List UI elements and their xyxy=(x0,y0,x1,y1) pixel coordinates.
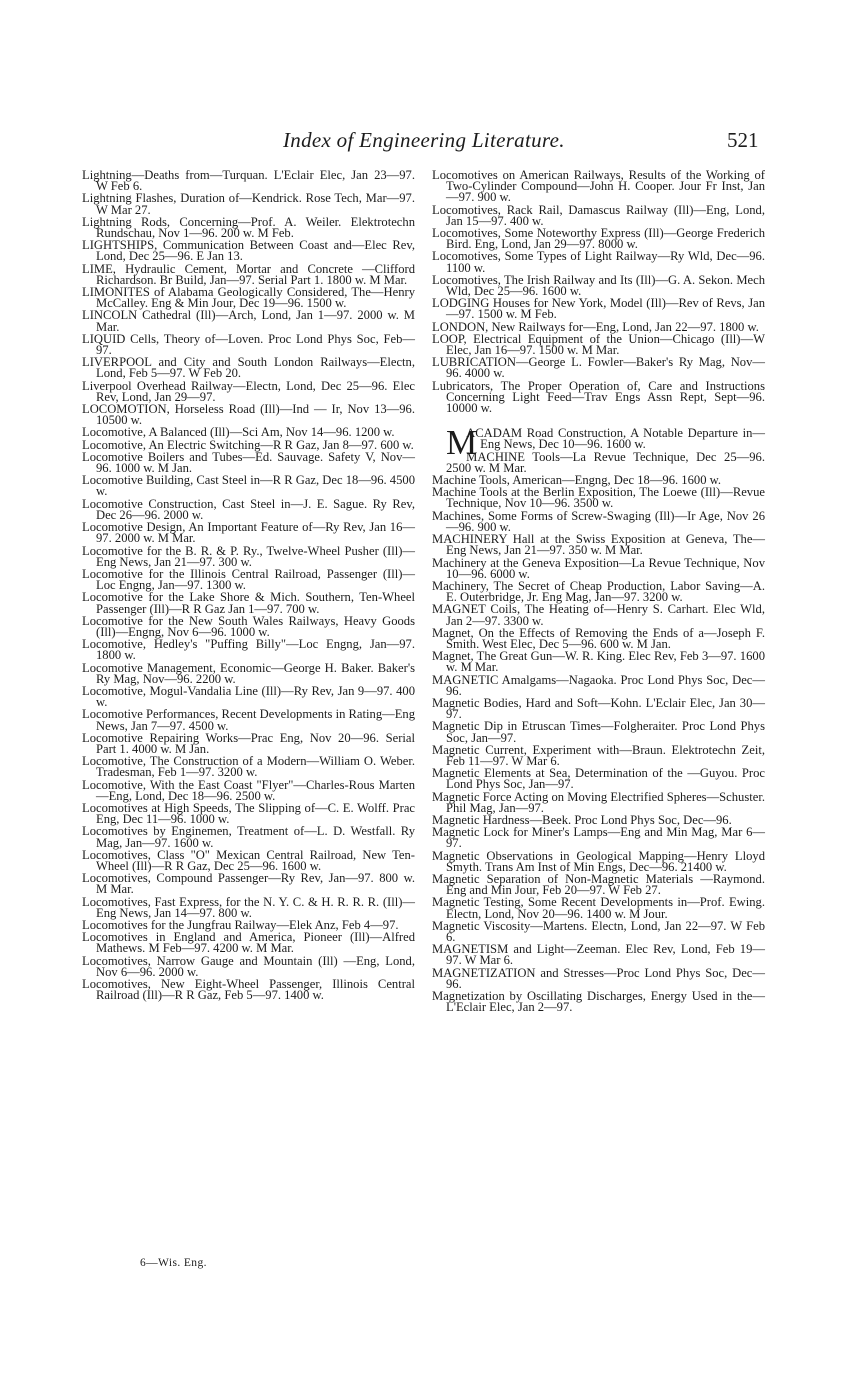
index-entry: Locomotive for the Illinois Central Railroad, Passenger (Ill)—Loc Engng, Jan—97. 1300 w. xyxy=(82,566,415,593)
running-title: Index of Engineering Literature. xyxy=(283,128,565,152)
index-entry: Locomotive for the New South Wales Railways, Heavy Goods (Ill)—Engng, Nov 6—96. 1000 w. xyxy=(82,613,415,639)
page-header xyxy=(0,128,863,158)
index-entry: Lightning Flashes, Duration of—Kendrick. Rose Tech, Mar—97. W Mar 27. xyxy=(82,191,415,217)
index-entry: Locomotives, New Eight-Wheel Passenger, Illinois Central Railroad (Ill)—R R Gaz, Feb 5—97. 1400 w. xyxy=(82,977,415,1003)
index-entry: Locomotive Repairing Works—Prac Eng, Nov 20—96. Serial Part 1. 4000 w. M Jan. xyxy=(82,730,415,756)
index-entry-text: ACADAM Road Construction, A Notable Departure in—Eng News, Dec 10—96. 1600 w. xyxy=(466,426,765,452)
index-entry: Magnetization by Oscillating Discharges, Energy Used in the—L'Eclair Elec, Jan 2—97. xyxy=(432,989,765,1015)
index-entry: LOCOMOTION, Horseless Road (Ill)—Ind — Ir, Nov 13—96. 10500 w. xyxy=(82,402,415,428)
drop-cap-initial: M xyxy=(446,423,478,463)
index-entry: Locomotives at High Speeds, The Slipping of—C. E. Wolff. Prac Eng, Dec 11—96. 1000 w. xyxy=(82,800,415,827)
index-entry: Magnetic Separation of Non-Magnetic Materials —Raymond. Eng and Min Jour, Feb 20—97. W Feb 27. xyxy=(432,871,765,898)
index-entry: MACHINERY Hall at the Swiss Exposition at Geneva, The—Eng News, Jan 21—97. 350 w. M Mar. xyxy=(432,532,765,558)
index-entry: Locomotives, Narrow Gauge and Mountain (Ill) —Eng, Lond, Nov 6—96. 2000 w. xyxy=(82,953,415,979)
index-entry: Magnet, On the Effects of Removing the Ends of a—Joseph F. Smith. West Elec, Dec 5—96. 600 w. M Jan. xyxy=(432,625,765,651)
index-entry: MAGNETISM and Light—Zeeman. Elec Rev, Lond, Feb 19—97. W Mar 6. xyxy=(432,942,765,968)
index-entry: LODGING Houses for New York, Model (Ill)—Rev of Revs, Jan—97. 1500 w. M Feb. xyxy=(432,296,765,322)
footer-signature: 6—Wis. Eng. xyxy=(140,1257,207,1269)
index-entry: MAGNETIC Amalgams—Nagaoka. Proc Lond Phys Soc, Dec—96. xyxy=(432,672,765,698)
index-entry: LINCOLN Cathedral (Ill)—Arch, Lond, Jan 1—97. 2000 w. M Mar. xyxy=(82,308,415,334)
index-entry: Liverpool Overhead Railway—Electn, Lond, Dec 25—96. Elec Rev, Lond, Jan 29—97. xyxy=(82,378,415,404)
index-entry: Locomotive for the B. R. & P. Ry., Twelve-Wheel Pusher (Ill)—Eng News, Jan 21—97. 300 w. xyxy=(82,543,415,569)
index-entry: MAGNET Coils, The Heating of—Henry S. Carhart. Elec Wld, Jan 2—97. 3300 w. xyxy=(432,602,765,628)
index-entry: Locomotives, Compound Passenger—Ry Rev, Jan—97. 800 w. M Mar. xyxy=(82,871,415,897)
index-entry: Magnetic Dip in Etruscan Times—Folgheraiter. Proc Lond Phys Soc, Jan—97. xyxy=(432,719,765,745)
index-entry: Locomotive, An Electric Switching—R R Gaz, Jan 8—97. 600 w. xyxy=(82,437,414,452)
left-column xyxy=(82,170,415,1002)
index-entry: Magnetic Bodies, Hard and Soft—Kohn. L'Eclair Elec, Jan 30—97. xyxy=(432,695,765,722)
index-entry: Magnetic Observations in Geological Mapping—Henry Lloyd Smyth. Trans Am Inst of Min Engs, Dec—96. 21400 w. xyxy=(432,848,765,874)
index-entry: Locomotive, A Balanced (Ill)—Sci Am, Nov 14—96. 1200 w. xyxy=(82,425,395,440)
index-entry: LIMONITES of Alabama Geologically Considered, The—Henry McCalley. Eng & Min Jour, Dec 19—96. 1500 w. xyxy=(82,285,415,311)
index-entry: LUBRICATION—George L. Fowler—Baker's Ry Mag, Nov—96. 4000 w. xyxy=(432,355,765,381)
index-entry: MAGNETIZATION and Stresses—Proc Lond Phys Soc, Dec—96. xyxy=(432,965,765,991)
index-entry: Locomotives, The Irish Railway and Its (Ill)—G. A. Sekon. Mech Wld, Dec 25—96. 1600 w. xyxy=(432,272,765,299)
index-entry: Magnetic Force Acting on Moving Electrified Spheres—Schuster. Phil Mag, Jan—97. xyxy=(432,789,765,815)
right-column xyxy=(432,170,765,1014)
index-entry: Locomotives for the Jungfrau Railway—Elek Anz, Feb 4—97. xyxy=(82,918,399,932)
index-entry: Magnetic Viscosity—Martens. Electn, Lond, Jan 22—97. W Feb 6. xyxy=(432,918,765,944)
index-entry: Machinery at the Geneva Exposition—La Revue Technique, Nov 10—96. 6000 w. xyxy=(432,555,765,581)
index-entry: Machinery, The Secret of Cheap Production, Labor Saving—A. E. Outerbridge, Jr. Eng Mag, Jan—97. 3200 w. xyxy=(432,578,765,605)
index-entry: Locomotive Building, Cast Steel in—R R Gaz, Dec 18—96. 4500 w. xyxy=(82,473,415,499)
index-entry: LIGHTSHIPS, Communication Between Coast and—Elec Rev, Lond, Dec 25—96. E Jan 13. xyxy=(82,238,415,264)
index-entry: Locomotives, Some Noteworthy Express (Ill)—George Frederich Bird. Eng, Lond, Jan 29—97. 8000 w. xyxy=(432,226,765,252)
index-entry: Magnetic Hardness—Beek. Proc Lond Phys Soc, Dec—96. xyxy=(432,812,732,827)
index-entry: Magnet, The Great Gun—W. R. King. Elec Rev, Feb 3—97. 1600 w. M Mar. xyxy=(432,649,765,675)
index-entry: Machines, Some Forms of Screw-Swaging (Ill)—Ir Age, Nov 26—96. 900 w. xyxy=(432,508,765,534)
index-entry: Locomotive for the Lake Shore & Mich. Southern, Ten-Wheel Passenger (Ill)—R R Gaz Jan 1—97. 700 w. xyxy=(82,590,415,616)
index-entry: Locomotives, Rack Rail, Damascus Railway (Ill)—Eng, Lond, Jan 15—97. 400 w. xyxy=(432,202,765,228)
index-entry: Locomotives, Some Types of Light Railway—Ry Wld, Dec—96. 1100 w. xyxy=(432,249,765,275)
right-column-bottom-entries xyxy=(432,449,765,1015)
index-entry: LIVERPOOL and City and South London Railways—Electn, Lond, Feb 5—97. W Feb 20. xyxy=(82,355,415,381)
index-entry: Locomotive Construction, Cast Steel in—J. E. Sague. Ry Rev, Dec 26—96. 2000 w. xyxy=(82,496,415,522)
index-entry: Locomotive Design, An Important Feature of—Ry Rev, Jan 16—97. 2000 w. M Mar. xyxy=(82,520,415,546)
index-entry: Lightning Rods, Concerning—Prof. A. Weiler. Elektrotechn Rundschau, Nov 1—96. 200 w. M Feb. xyxy=(82,214,415,241)
index-entry: LIQUID Cells, Theory of—Loven. Proc Lond Phys Soc, Feb—97. xyxy=(82,331,415,358)
right-column-top-entries xyxy=(432,170,765,414)
index-entry: Machine Tools, American—Engng, Dec 18—96. 1600 w. xyxy=(432,473,722,488)
index-entry: Lightning—Deaths from—Turquan. L'Eclair Elec, Jan 23—97. W Feb 6. xyxy=(82,168,415,194)
index-entry: Locomotive Management, Economic—George H. Baker. Baker's Ry Mag, Nov—96. 2200 w. xyxy=(82,660,415,686)
index-entry: Locomotive, The Construction of a Modern—William O. Weber. Tradesman, Feb 1—97. 3200 w. xyxy=(82,754,415,780)
index-entry: Locomotive, With the East Coast "Flyer"—Charles-Rous Marten—Eng, Lond, Dec 18—96. 2500 w. xyxy=(82,777,415,803)
index-entry: Magnetic Current, Experiment with—Braun. Elektrotechn Zeit, Feb 11—97. W Mar 6. xyxy=(432,742,765,768)
index-entry: Locomotives in England and America, Pioneer (Ill)—Alfred Mathews. M Feb—97. 4200 w. M Mar. xyxy=(82,930,415,956)
index-entry: Locomotives, Class "O" Mexican Central Railroad, New Ten-Wheel (Ill)—R R Gaz, Dec 25—96. 1600 w. xyxy=(82,847,415,873)
index-entry: LOOP, Electrical Equipment of the Union—Chicago (Ill)—W Elec, Jan 16—97. 1500 w. M Mar. xyxy=(432,331,765,358)
index-entry: Lubricators, The Proper Operation of, Care and Instructions Concerning Light Feed—Trav Engs Assn Rept, Sept—96. 10000 w. xyxy=(432,378,765,416)
index-entry: Locomotives, Fast Express, for the N. Y. C. & H. R. R. R. (Ill)—Eng News, Jan 14—97. 800 w. xyxy=(82,894,415,920)
index-entry: Locomotives on American Railways, Results of the Working of Two-Cylinder Compound—John H. Cooper. Jour Fr Inst, Jan—97. 900 w. xyxy=(432,168,765,205)
index-entry: LONDON, New Railways for—Eng, Lond, Jan 22—97. 1800 w. xyxy=(432,319,759,334)
index-entry: Locomotive Boilers and Tubes—Ed. Sauvage. Safety V, Nov—96. 1000 w. M Jan. xyxy=(82,449,415,476)
index-entry: Magnetic Lock for Miner's Lamps—Eng and Min Mag, Mar 6—97. xyxy=(432,825,765,851)
index-entry: MACHINE Tools—La Revue Technique, Dec 25—96. 2500 w. M Mar. xyxy=(446,449,765,475)
index-entry: Magnetic Elements at Sea, Determination of the —Guyou. Proc Lond Phys Soc, Jan—97. xyxy=(432,766,765,792)
page-number: 521 xyxy=(727,128,759,152)
index-entry: Locomotive, Hedley's "Puffing Billy"—Loc Engng, Jan—97. 1800 w. xyxy=(82,637,415,663)
index-entry: Locomotives by Enginemen, Treatment of—L. D. Westfall. Ry Mag, Jan—97. 1600 w. xyxy=(82,824,415,850)
index-entry: Magnetic Testing, Some Recent Developments in—Prof. Ewing. Electn, Lond, Nov 20—96. 1400 w. M Jour. xyxy=(432,895,765,921)
index-entry: LIME, Hydraulic Cement, Mortar and Concrete —Clifford Richardson. Br Build, Jan—97. Serial Part 1. 1800 w. M Mar. xyxy=(82,261,415,287)
index-entry: Machine Tools at the Berlin Exposition, The Loewe (Ill)—Revue Technique, Nov 10—96. 3500 w. xyxy=(432,485,765,511)
index-entry: Locomotive, Mogul-Vandalia Line (Ill)—Ry Rev, Jan 9—97. 400 w. xyxy=(82,683,415,710)
index-entry: Locomotive Performances, Recent Developments in Rating—Eng News, Jan 7—97. 4500 w. xyxy=(82,707,415,733)
